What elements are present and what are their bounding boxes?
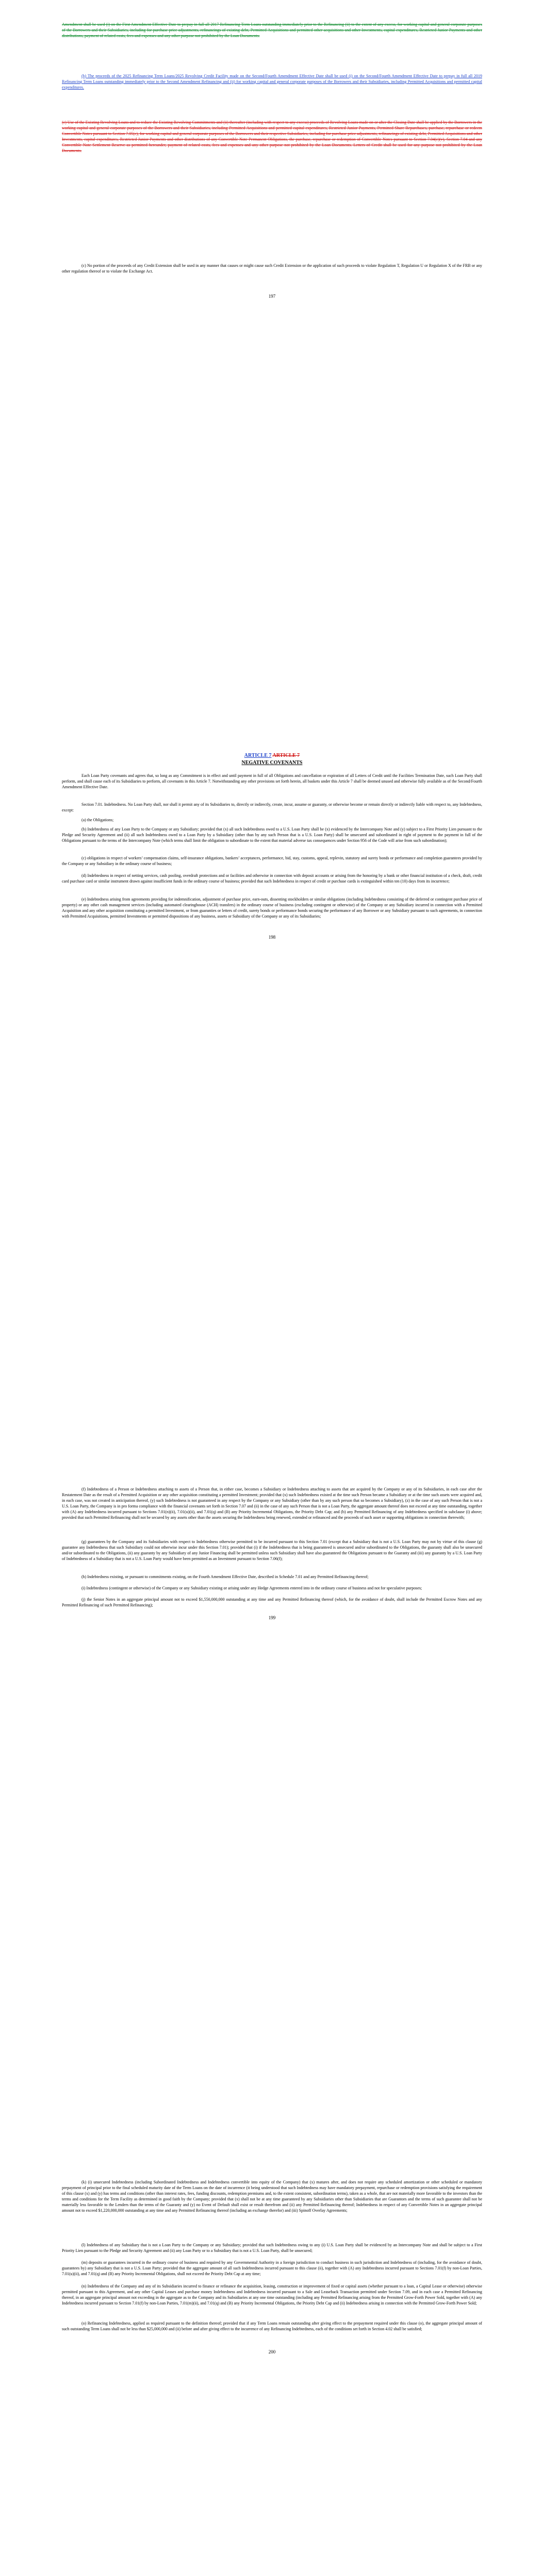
clause-b	[62, 826, 482, 843]
page-198	[0, 701, 544, 1404]
body-text: (j) the Senior Notes in an aggregate principal amount not to exceed $1,550,000,000 outstanding at any time and any Permitted Refinancing thereof (which, for the avoidance of doubt, shall include the Permitted Escrow Notes and any Permitted Refinancing of such Permitted Refinancing);	[62, 1597, 482, 1607]
body-text: (d) Indebtedness in respect of netting services, cash pooling, overdraft protections and or facilities and otherwise in connection with deposit accounts or arising from the honoring by a bank or other financial institution of a check, draft, credit card purchase card or similar instrument drawn against insufficient funds in the ordinary course of business; provided that such Indebtedness in respect of credit or purchase cards is extinguished within ten (10) days from its incurrence;	[62, 873, 482, 884]
body-text: Each Loan Party covenants and agrees that, so long as any Commitment is in effect and until payment in full of all Obligations and cancellation or expiration of all Letters of Credit until the Facilities Termination Date, such Loan Party shall perform, and shall cause each of its Subsidiaries to perform, all covenants in this Article 7. Notwithstanding any other provisions set forth herein, all baskets under this Article 7 shall be deemed unused and otherwise fully available as of the Second/Fourth Amendment Effective Date.	[62, 773, 482, 789]
page-number: 198	[268, 935, 276, 940]
page-197	[0, 0, 544, 701]
page-number: 199	[268, 1615, 276, 1620]
article-title-deleted: ARTICLE 7	[272, 753, 300, 758]
deleted-text: (c) Use of the Existing Revolving Loans and to reduce the Existing Revolving Commitments and (ii) thereafter (including with respect to any excess) proceeds of Revolving Loans made on or after the Closing Date shall be applied by the Borrowers in the working capital and general corporate purposes of the Borrowers and their Subsidiaries, including Permitted Acquisitions and permitted capital expenditures, Restricted Junior Payments, Permitted Share Repurchases, purchase, repurchase or redeem Convertible Notes pursuant to Section 7.05(c), for working capital and general corporate purposes of the Borrowers and their respective Subsidiaries, including for purchase price adjustments, refinancings of existing debt, Permitted Acquisitions and other Investments, capital expenditures, Restricted Junior Payments and other distributions of any Convertible Note Permanent Obligations, the purchase, repurchase or redemption of Convertible Notes pursuant to Section 7.04(c)(v), Section 7.04 and any Convertible Note Settlement Reserve as permitted hereunder, payment of related costs, fees and expenses and any other purpose not prohibited by the Loan Documents. Letters of Credit shall be used for any purpose not prohibited by the Loan Documents.	[62, 120, 482, 153]
article-title	[0, 752, 544, 759]
body-text: Section 7.01. Indebtedness. No Loan Party shall, nor shall it permit any of its Subsidiaries to, directly or indirectly, create, incur, assume or guaranty, or otherwise become or remain directly or indirectly liable with respect to, any Indebtedness, except:	[62, 802, 482, 812]
strikethrough-text: Amendment shall be used (i) on the First Amendment Effective Date to prepay in full all 2017 Refinancing Term Loans outstanding immediately prior to the Refinancing (ii) to the extent of any excess, for working capital and general corporate purposes of the Borrowers and their Subsidiaries, including for purchase price adjustments, refinancings of existing debt, Permitted Acquisitions and permitted other acquisitions and other Investments, capital expenditures, Restricted Junior Payments and other distributions, payment of related costs, fees and expenses and any other purpose not prohibited by the Loan Documents.	[62, 22, 482, 38]
paragraph-margin-regulation	[62, 263, 482, 274]
article-subtitle: NEGATIVE COVENANTS	[241, 760, 303, 766]
paragraph-intro	[62, 773, 482, 790]
clause-d	[62, 873, 482, 884]
clause-f	[62, 1486, 482, 1520]
inserted-text: (b) The proceeds of the 2025 Refinancing Term Loans/2025 Revolving Credit Facility made on the Second/Fourth Amendment Effective Date shall be used (i) on the Second/Fourth Amendment Effective Date to prepay in full all 2019 Refinancing Term Loans outstanding immediately prior to the Second Amendment Refinancing and (ii) for working capital and general corporate purposes of the Borrowers and their Subsidiaries, including Permitted Acquisitions and permitted capital expenditures.	[62, 74, 482, 90]
page-200	[0, 2107, 544, 2576]
clause-h	[62, 1574, 482, 1580]
body-text: (c) obligations in respect of workers’ compensation claims, self-insurance obligations, bankers’ acceptances, performance, bid, stay, customs, appeal, replevin, statutory and surety bonds or performance and completion guarantees provided by the Company or any Subsidiary in the ordinary course of business;	[62, 856, 482, 866]
clause-a	[62, 817, 482, 823]
clause-o	[62, 2320, 482, 2332]
clause-m	[62, 2260, 482, 2277]
clause-j	[62, 1597, 482, 1608]
body-text: (i) Indebtedness (contingent or otherwise) of the Company or any Subsidiary existing or arising under any Hedge Agreements entered into in the ordinary course of business and not for speculative purposes;	[81, 1586, 422, 1590]
body-text: (f) Indebtedness of a Person or Indebtedness attaching to assets of a Person that, in either case, becomes a Subsidiary or Indebtedness attaching to assets that are acquired by the Company or any of its Subsidiaries, in each case after the Restatement Date as the result of a Permitted Acquisition or any other acquisition constituting a permitted Investment; provided that (x) such Indebtedness existed at the time such Person became a Subsidiary or at the time such assets were acquired and, in each case, was not created in anticipation thereof, (y) such Indebtedness is not guaranteed in any respect by the Company or any Subsidiary (other than by any such person that so becomes a Subsidiary), (z) in the case of any such Person that is not a U.S. Loan Party, the Company is in pro forma compliance with the financial covenants set forth in Section 7.07 and (ii) in the case of any such Person that is not a Loan Party, the aggregate amount thereof does not exceed at any time outstanding, together with (A) any Indebtedness incurred pursuant to Sections 7.01(n)(ii), 7.01(u)(ii), and 7.01(q) and (B) any Priority Incremental Obligations, the Priority Debt Cap; and (b) any Permitted Refinancing of any Indebtedness specified in subclause (i) above; provided that such Permitted Refinancing shall not be secured by any assets other than the assets securing the Indebtedness being renewed, extended or refinanced and the proceeds of such asset or supporting obligations in connection therewith;	[62, 1487, 482, 1520]
page-199	[0, 1404, 544, 2107]
clause-l	[62, 2242, 482, 2253]
body-text: (a) the Obligations;	[81, 818, 114, 822]
body-text: (l) Indebtedness of any Subsidiary that is not a Loan Party to the Company or any Subsidiary; provided that such Indebtedness owing to any (i) U.S. Loan Party shall be evidenced by an Intercompany Note and shall be subject to a First Priority Lien pursuant to the Pledge and Security Agreement and (ii) any Loan Party or to a Subsidiary that is not a U.S. Loan Party, shall be unsecured;	[62, 2243, 482, 2253]
clause-g	[62, 1539, 482, 1562]
clause-c	[62, 855, 482, 867]
clause-n	[62, 2283, 482, 2306]
page-number: 197	[268, 294, 276, 299]
body-text: (c) No portion of the proceeds of any Credit Extension shall be used in any manner that causes or might cause such Credit Extension or the application of such proceeds to violate Regulation T, Regulation U or Regulation X of the FRB or any other regulation thereof or to violate the Exchange Act.	[62, 263, 482, 274]
clause-k	[62, 2179, 482, 2213]
section-7-01-heading	[62, 802, 482, 813]
clause-e	[62, 896, 482, 919]
clause-i	[62, 1585, 482, 1591]
body-text: (k) (i) unsecured Indebtedness (including Subordinated Indebtedness and Indebtedness convertible into equity of the Company) that (x) matures after, and does not require any scheduled amortization or other scheduled or mandatory prepayment of principal prior to the final scheduled maturity date of the Term Loans on the date of incurrence (it being understood that such Indebtedness may have mandatory prepayment, repurchase or redemption provisions satisfying the requirement of this clause (x) and (y) has terms and conditions (other than interest rates, fees, funding discounts, redemption premiums and, to the extent consistent, subordination terms), taken as a whole, that are not materially more favorable to the investors than the terms and conditions for the Term Facility as determined in good faith by the Company; provided that (x) shall not be at any time guaranteed by any Subsidiaries other than Subsidiaries that are Guarantors and the terms of such guarantee shall not be materially less favorable to the Lenders than the terms of the Guaranty and (y) no Event of Default shall exist or result therefrom and (ii) any Permitted Refinancing thereof; Indebtedness in respect of any Convertible Notes in an aggregate principal amount not to exceed $1,220,000,000 outstanding at any time and any Permitted Refinancing thereof (including an exchange therefor) and (iii) Spinoff Overlay Agreements;	[62, 2180, 482, 2213]
page-number: 200	[268, 2349, 276, 2354]
body-text: (m) deposits or guarantees incurred in the ordinary course of business and required by any Governmental Authority in a foreign jurisdiction to conduct business in such jurisdiction and Indebtedness of (including, for the avoidance of doubt, guarantees by) any Subsidiary that is not a U.S. Loan Party; provided that the aggregate amount of all such Indebtedness incurred pursuant to this clause (ii), together with (A) any Indebtedness incurred pursuant to Sections 7.01(f) by non-Loan Parties, 7.01(u)(ii), and 7.01(q) and (B) any Priority Incremental Obligations, shall not exceed the Priority Debt Cap at any time;	[62, 2260, 482, 2276]
body-text: (h) Indebtedness existing, or pursuant to commitments existing, on the Fourth Amendment Effective Date, described in Schedule 7.01 and any Permitted Refinancing thereof;	[81, 1574, 369, 1579]
body-text: (e) Indebtedness arising from agreements providing for indemnification, adjustment of purchase price, earn-outs, dissenting stockholders or similar obligations (including Indebtedness consisting of the deferred or contingent purchase price of property) or any other cash management services (including automated clearinghouse (ACH) transfers) in the ordinary course of business (excluding contingent or otherwise) of the Company or any Subsidiary incurred in connection with a Permitted Acquisition and any other acquisition constituting a permitted Investment, or from guaranties or letters of credit, surety bonds or performance bonds securing the performance of any Borrower or any Subsidiary pursuant to such agreements, in connection with Permitted Acquisitions, permitted Investments or permitted dispositions of any business, assets or Subsidiary of the Company or any of its Subsidiaries;	[62, 897, 482, 919]
body-text: (b) Indebtedness of any Loan Party to the Company or any Subsidiary; provided that (x) all such Indebtedness owed to a U.S. Loan Party shall be (x) evidenced by the Intercompany Note and (y) subject to a First Priority Lien pursuant to the Pledge and Security Agreement and (ii) all such Indebtedness owed to a Loan Party by a Subsidiary (other than by any such Person that is a U.S. Loan Party) shall be unsecured and subordinated in right of payment to the payment in full of the Obligations pursuant to the terms of the Intercompany Note (which terms shall limit the obligation to subordinate to the extent that material adverse tax consequences under Section 956 of the Code will arise from such subordination);	[62, 827, 482, 843]
paragraph-use-of-proceeds-a	[62, 22, 482, 39]
body-text: (g) guarantees by the Company and its Subsidiaries with respect to Indebtedness otherwise permitted to be incurred pursuant to this Section 7.01 (except that a Subsidiary that is not a U.S. Loan Party may not by virtue of this clause (g) guarantee any Indebtedness that such Subsidiary could not otherwise incur under this Section 7.01); provided that (i) if the Indebtedness that is being guaranteed is unsecured and/or subordinated to the Obligations, the guaranty shall also be unsecured and/or subordinated to the Obligations, (ii) any guaranty by any Subsidiary of any Junior Financing shall be permitted unless such Subsidiary shall have also guaranteed the Obligations pursuant to the Guaranty and (iii) any guaranty by a U.S. Loan Party of Indebtedness of a Subsidiary that is not a U.S. Loan Party would have been permitted as an Investment pursuant to Section 7.06(f);	[62, 1539, 482, 1561]
body-text: (o) Refinancing Indebtedness, applied as required pursuant to the definition thereof; provided that if any Term Loans remain outstanding after giving effect to the prepayment required under this clause (o), the aggregate principal amount of such outstanding Term Loans shall not be less than $25,000,000 and (ii) before and after giving effect to the incurrence of any Refinancing Indebtedness, each of the conditions set forth in Section 4.02 shall be satisfied;	[62, 2321, 482, 2331]
article-title-inserted: ARTICLE 7	[244, 753, 272, 758]
paragraph-use-of-proceeds-c	[62, 120, 482, 154]
body-text: (n) Indebtedness of the Company and any of its Subsidiaries incurred to finance or refinance the acquisition, leasing, construction or improvement of fixed or capital assets (whether pursuant to a loan, a Capital Lease or otherwise) otherwise permitted pursuant to this Agreement, and any other Capital Leases and purchase money Indebtedness and Indebtedness incurred pursuant to a Sale and Leaseback Transaction permitted under Section 7.09, and in each case a Permitted Refinancing thereof, in an aggregate principal amount not exceeding in the aggregate as to the Company and its Subsidiaries at any one time outstanding (including any Permitted Refinancing arising from the Permitted Grow-Forth Power Sold, together with (A) any Indebtedness incurred pursuant to Section 7.01(f) by non-Loan Parties, 7.01(m)(ii), and 7.01(q) and (B) any Priority Incremental Obligations, the Priority Debt Cap and (ii) Indebtedness arising in connection with the Permitted Grow-Forth Power Sold;	[62, 2284, 482, 2306]
paragraph-use-of-proceeds-b	[62, 73, 482, 90]
